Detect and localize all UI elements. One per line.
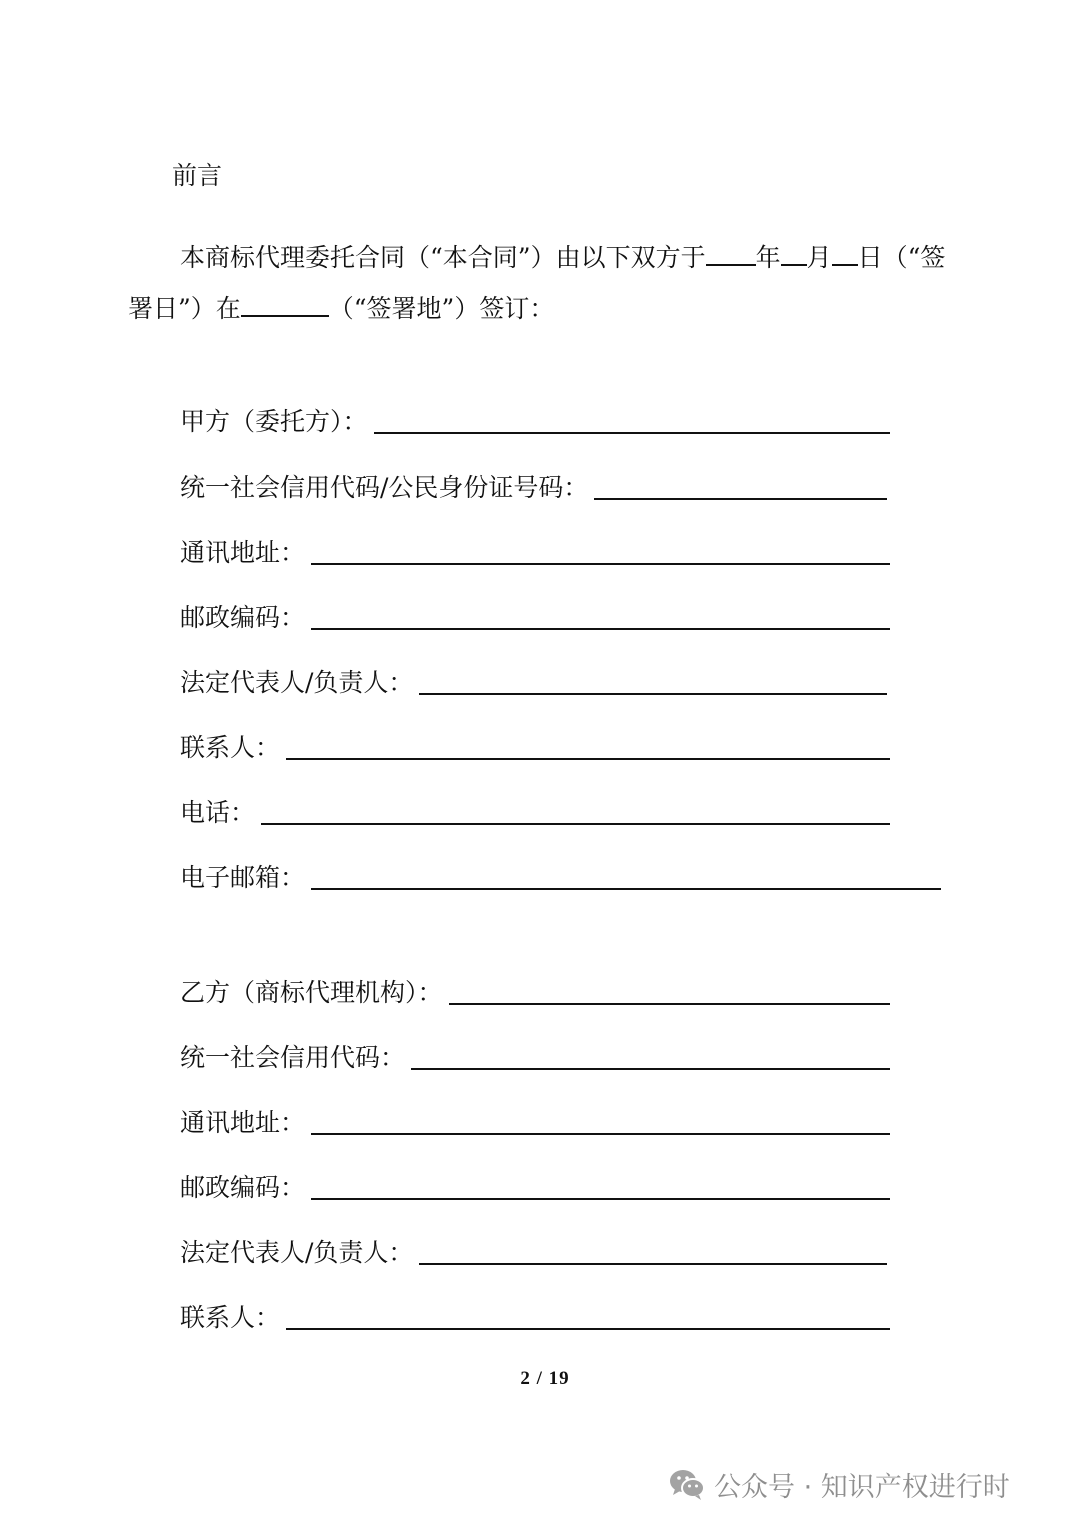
party-a-credit-code-blank (594, 476, 887, 500)
party-a-phone-field (180, 791, 890, 831)
party-a-phone-label: 电话： (180, 798, 256, 827)
party-b-address-label: 通讯地址： (180, 1108, 306, 1137)
party-b-address-field (180, 1101, 890, 1141)
party-a-name-label: 甲方（委托方）： (180, 407, 368, 436)
party-b-legal-rep-field (180, 1231, 887, 1271)
party-a-credit-code-field (180, 466, 887, 506)
party-b-name-field (180, 971, 890, 1011)
party-b-contact-field (180, 1296, 890, 1336)
day-blank (832, 238, 858, 266)
party-a-legal-rep-field (180, 661, 887, 701)
party-a-contact-field (180, 726, 890, 766)
party-a-email-blank (311, 866, 941, 890)
year-blank (706, 238, 756, 266)
party-b-postcode-field (180, 1166, 890, 1206)
party-b-credit-code-field (180, 1036, 890, 1076)
party-a-address-blank (311, 541, 890, 565)
party-b-name-blank (449, 981, 890, 1005)
wechat-icon (668, 1467, 706, 1501)
party-b-credit-code-blank (411, 1046, 890, 1070)
intro-line-2 (128, 289, 554, 327)
intro-text-3: （“签署地”）签订： (328, 294, 555, 323)
party-b-credit-code-label: 统一社会信用代码： (180, 1043, 406, 1072)
party-a-email-label: 电子邮箱： (180, 863, 306, 892)
party-a-legal-rep-label: 法定代表人/负责人： (180, 668, 414, 697)
party-b-address-blank (311, 1111, 890, 1135)
place-blank (241, 289, 329, 317)
party-a-phone-blank (261, 801, 890, 825)
party-a-legal-rep-blank (419, 671, 887, 695)
intro-text-1: 本商标代理委托合同（“本合同”）由以下双方于 (180, 243, 706, 272)
party-a-contact-label: 联系人： (180, 733, 281, 762)
party-b-postcode-label: 邮政编码： (180, 1173, 306, 1202)
watermark-text: 公众号 · 知识产权进行时 (714, 1471, 1010, 1503)
party-b-name-label: 乙方（商标代理机构）： (180, 978, 443, 1007)
party-a-name-blank (374, 410, 890, 434)
party-b-contact-blank (286, 1306, 890, 1330)
party-a-address-field (180, 531, 890, 571)
party-a-postcode-field (180, 596, 890, 636)
party-a-name-field (180, 400, 890, 440)
month-blank (781, 238, 807, 266)
party-b-postcode-blank (311, 1176, 890, 1200)
party-b-contact-label: 联系人： (180, 1303, 281, 1332)
party-a-address-label: 通讯地址： (180, 538, 306, 567)
section-heading: 前言 (172, 161, 223, 190)
party-b-legal-rep-label: 法定代表人/负责人： (180, 1238, 414, 1267)
party-a-postcode-blank (311, 606, 890, 630)
page-number: 2 / 19 (520, 1368, 570, 1389)
party-a-contact-blank (286, 736, 890, 760)
intro-text-2: 署日”）在 (128, 294, 241, 323)
intro-line-1 (180, 238, 945, 276)
party-b-legal-rep-blank (419, 1241, 887, 1265)
intro-day: 日（“签 (857, 243, 946, 272)
intro-month: 月 (806, 243, 832, 272)
intro-year: 年 (755, 243, 781, 272)
party-a-email-field (180, 856, 941, 896)
watermark (668, 1460, 1010, 1508)
party-a-postcode-label: 邮政编码： (180, 603, 306, 632)
party-a-credit-code-label: 统一社会信用代码/公民身份证号码： (180, 473, 589, 502)
